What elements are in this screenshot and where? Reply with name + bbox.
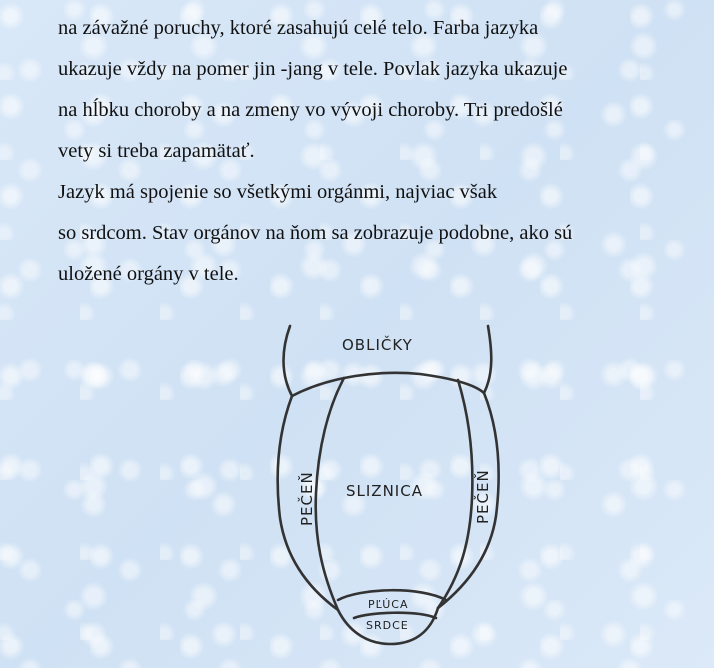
- text-line: na závažné poruchy, ktoré zasahujú celé telo. Farba jazyka: [58, 17, 539, 39]
- kidney-band-line: [292, 373, 484, 396]
- heart-line: [354, 613, 436, 618]
- label-liver-right: PEČEŇ: [474, 469, 492, 524]
- label-kidneys: OBLIČKY: [342, 336, 413, 354]
- body-text: [58, 8, 708, 295]
- label-lungs: PĽÚCA: [368, 598, 409, 611]
- label-liver-left: PEČEŇ: [298, 471, 316, 526]
- text-line: na hĺbku choroby a na zmeny vo vývoji choroby. Tri predošlé: [58, 99, 563, 121]
- label-heart: SRDCE: [366, 619, 409, 632]
- mucosa-outline-right: [438, 380, 472, 608]
- tongue-diagram: [270, 318, 510, 663]
- text-line: vety si treba zapamätať.: [58, 140, 255, 162]
- label-mucosa: SLIZNICA: [346, 482, 423, 500]
- tongue-drawing: [270, 318, 510, 663]
- text-line: so srdcom. Stav orgánov na ňom sa zobrazuje podobne, ako sú: [58, 222, 573, 244]
- tongue-outline-left: [278, 326, 338, 610]
- text-line: Jazyk má spojenie so všetkými orgánmi, najviac však: [58, 181, 498, 203]
- tongue-outline-right: [438, 326, 499, 608]
- text-line: ukazuje vždy na pomer jin -jang v tele. Povlak jazyka ukazuje: [58, 58, 568, 80]
- text-line: uložené orgány v tele.: [58, 263, 239, 285]
- mucosa-outline-left: [316, 378, 344, 610]
